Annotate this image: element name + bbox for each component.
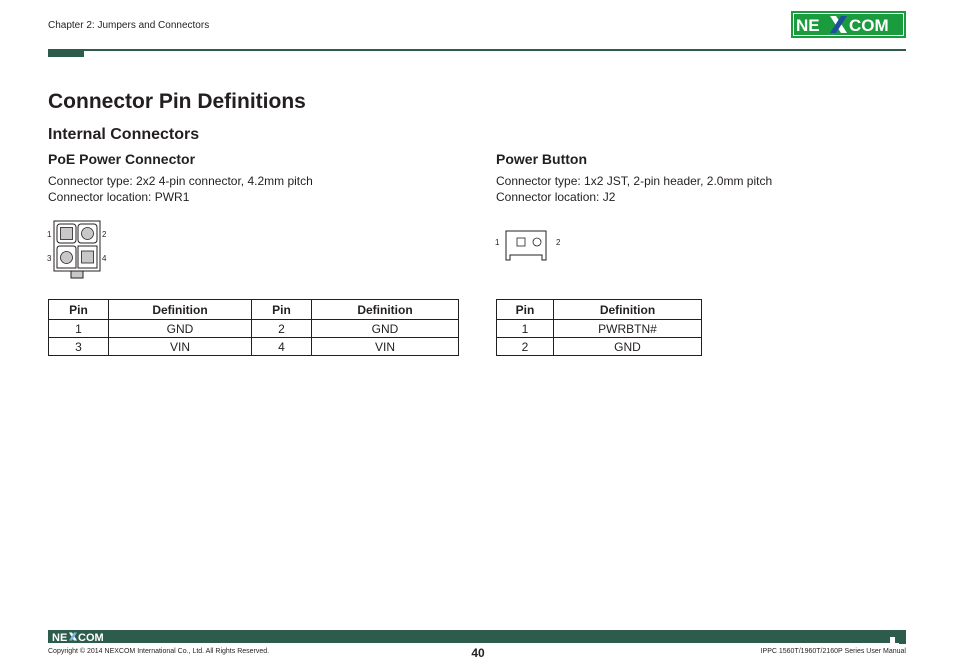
header-accent-block [48, 50, 84, 57]
table-cell: GND [109, 320, 252, 338]
table-cell: VIN [109, 338, 252, 356]
power-button-pin-label: 1 [495, 238, 500, 247]
table-header: Pin [497, 300, 554, 320]
table-header: Definition [312, 300, 459, 320]
table-cell: GND [554, 338, 702, 356]
svg-text:NE: NE [52, 632, 68, 642]
power-button-connector-diagram [492, 228, 568, 266]
svg-text:COM: COM [78, 632, 104, 642]
footer-corner-square [890, 630, 897, 637]
poe-title: PoE Power Connector [48, 151, 196, 167]
footer-corner-gap [890, 637, 895, 643]
table-header: Pin [252, 300, 312, 320]
table-cell: GND [312, 320, 459, 338]
power-button-title: Power Button [496, 151, 587, 167]
footer-manual-title: IPPC 1560T/1960T/2160P Series User Manual [760, 648, 906, 655]
table-cell: 3 [49, 338, 109, 356]
poe-connector-diagram [44, 216, 116, 282]
poe-pin-label: 2 [102, 230, 107, 239]
nexcom-logo [791, 11, 906, 38]
power-button-connector-type: Connector type: 1x2 JST, 2-pin header, 2.0mm pitch [496, 174, 773, 188]
poe-pin-label: 4 [102, 254, 107, 263]
footer-nexcom-logo [52, 631, 108, 642]
header-rule [48, 49, 906, 51]
table-row [497, 338, 702, 356]
section-title: Internal Connectors [48, 126, 200, 143]
footer-copyright: Copyright © 2014 NEXCOM International Co., Ltd. All Rights Reserved. [48, 648, 270, 655]
footer-corner-square [899, 637, 906, 644]
poe-connector-location: Connector location: PWR1 [48, 190, 190, 204]
table-row [49, 338, 459, 356]
table-header-row [49, 300, 459, 320]
poe-connector-type: Connector type: 2x2 4-pin connector, 4.2mm pitch [48, 174, 313, 188]
page-number: 40 [471, 646, 485, 660]
table-header: Definition [554, 300, 702, 320]
table-cell: 1 [49, 320, 109, 338]
svg-text:COM: COM [849, 16, 889, 35]
power-button-pin-table [496, 299, 702, 356]
footer-bar [48, 630, 906, 643]
table-cell: 4 [252, 338, 312, 356]
table-cell: VIN [312, 338, 459, 356]
table-header: Definition [109, 300, 252, 320]
table-row [497, 320, 702, 338]
power-button-pin-label: 2 [556, 238, 561, 247]
table-header-row [497, 300, 702, 320]
table-row [49, 320, 459, 338]
table-cell: 2 [497, 338, 554, 356]
page-title: Connector Pin Definitions [48, 90, 306, 113]
chapter-heading: Chapter 2: Jumpers and Connectors [48, 20, 210, 31]
power-button-connector-location: Connector location: J2 [496, 190, 616, 204]
table-cell: 2 [252, 320, 312, 338]
table-header: Pin [49, 300, 109, 320]
table-cell: PWRBTN# [554, 320, 702, 338]
poe-pin-table [48, 299, 459, 356]
svg-text:NE: NE [796, 16, 820, 35]
poe-pin-label: 1 [47, 230, 52, 239]
poe-pin-label: 3 [47, 254, 52, 263]
table-cell: 1 [497, 320, 554, 338]
